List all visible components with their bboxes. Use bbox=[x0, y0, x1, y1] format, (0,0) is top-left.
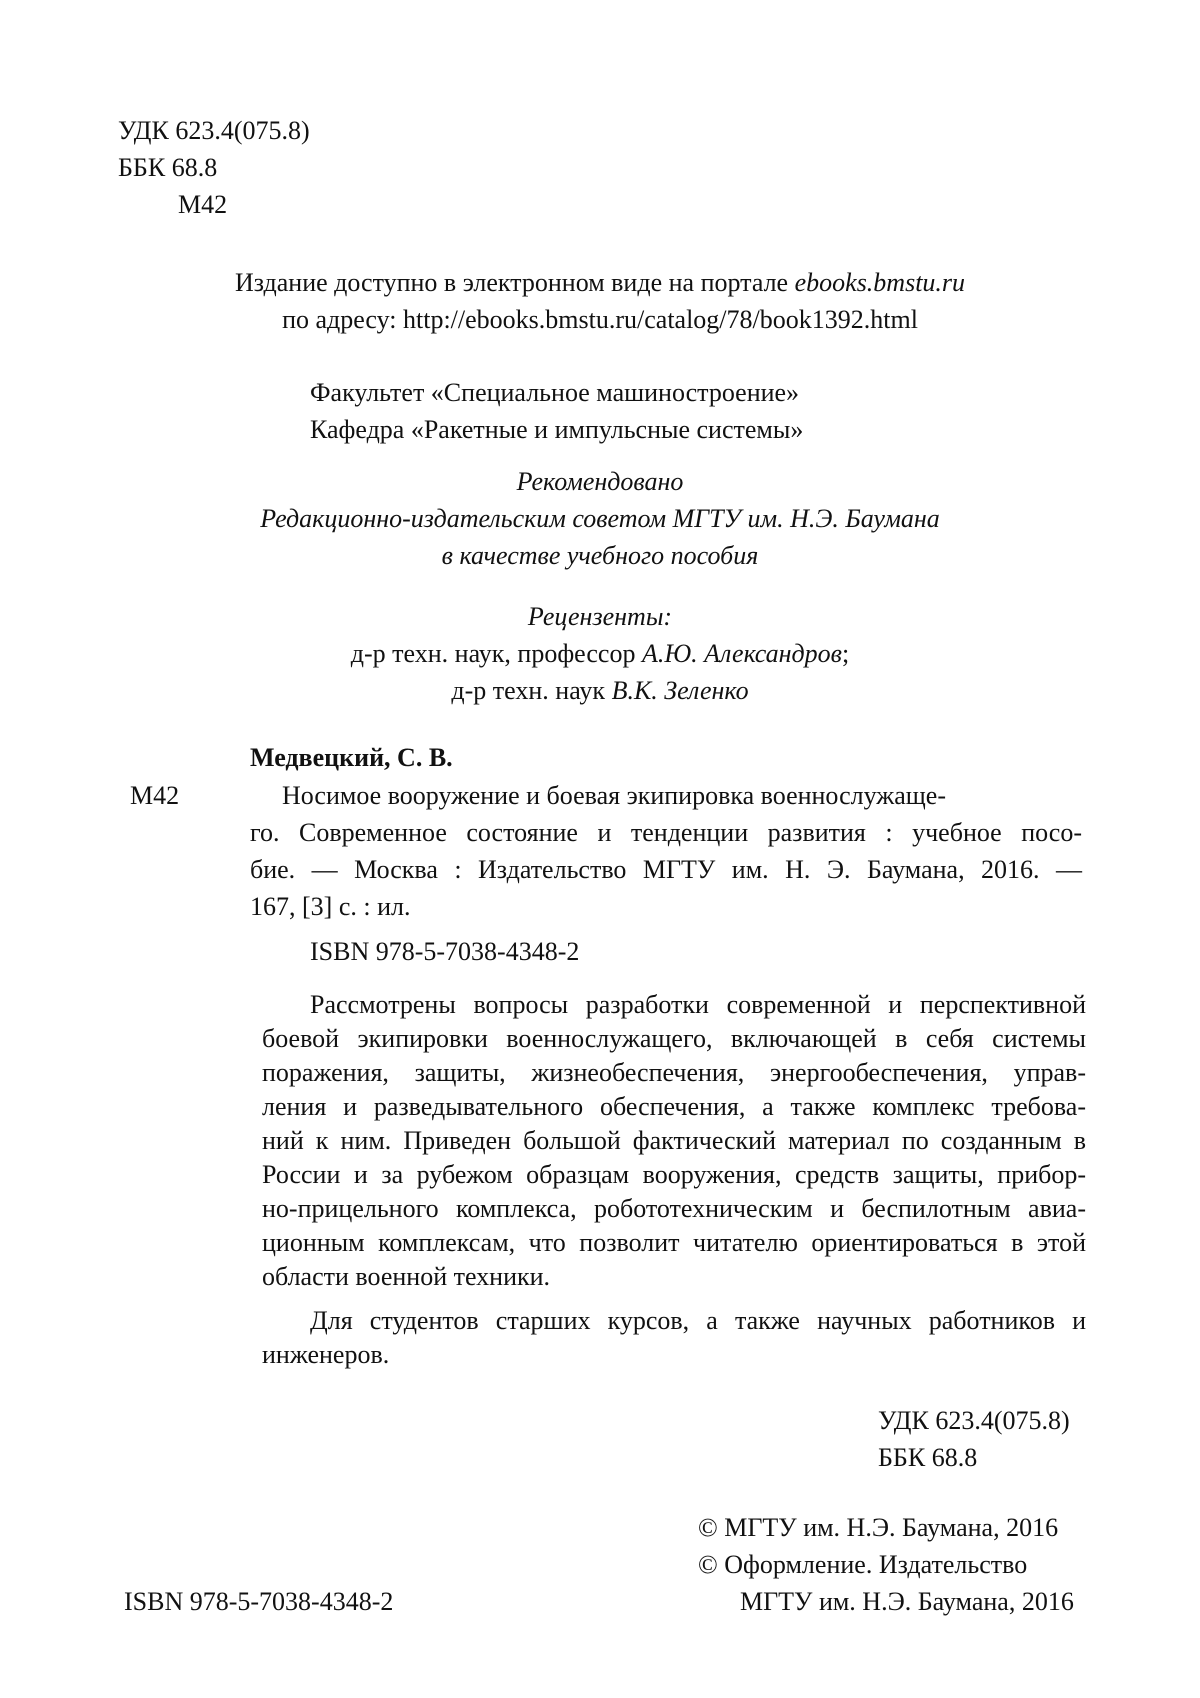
reviewer-1-sep: ; bbox=[841, 639, 850, 668]
bib-line-4: 167, [3] с. : ил. bbox=[250, 892, 411, 921]
bib-author-mark: М42 bbox=[130, 781, 180, 810]
recommendation-purpose: в качестве учебного пособия bbox=[441, 541, 759, 570]
bbk-code: ББК 68.8 bbox=[118, 153, 218, 182]
author-mark: М42 bbox=[178, 190, 228, 219]
portal-name: ebooks.bmstu.ru bbox=[794, 268, 966, 297]
online-notice-line-1 bbox=[0, 268, 1200, 298]
abstract-line: боевой экипировки военнослужащего, включающей в себя системы bbox=[262, 1024, 1086, 1053]
faculty-name: Факультет «Специальное машиностроение» bbox=[310, 378, 800, 407]
bib-line-1: Носимое вооружение и боевая экипировка военнослужаще- bbox=[282, 781, 946, 810]
footer-bbk-code: ББК 68.8 bbox=[878, 1443, 978, 1472]
copyright-line-3: МГТУ им. Н.Э. Баумана, 2016 bbox=[740, 1587, 1074, 1616]
reviewer-2 bbox=[0, 676, 1200, 706]
bib-isbn: ISBN 978-5-7038-4348-2 bbox=[310, 937, 580, 966]
reviewer-2-name: В.К. Зеленко bbox=[611, 676, 749, 705]
footer-udk-code: УДК 623.4(075.8) bbox=[878, 1406, 1070, 1435]
reviewer-2-title: д-р техн. наук bbox=[451, 676, 612, 705]
bib-line-2: го. Современное состояние и тенденции развития : учебное посо- bbox=[250, 818, 1082, 847]
footer-isbn: ISBN 978-5-7038-4348-2 bbox=[124, 1587, 394, 1616]
recommendation-council: Редакционно-издательским советом МГТУ им. Н.Э. Баумана bbox=[260, 504, 940, 533]
abstract-line: области военной техники. bbox=[262, 1262, 551, 1291]
abstract-line: Рассмотрены вопросы разработки современной и перспективной bbox=[310, 990, 1086, 1019]
copyright-line-2: © Оформление. Издательство bbox=[698, 1550, 1028, 1579]
reviewers-heading: Рецензенты: bbox=[527, 602, 673, 631]
reviewer-1 bbox=[0, 639, 1200, 669]
abstract-line: ления и разведывательного обеспечения, а также комплекс требова- bbox=[262, 1092, 1086, 1121]
recommendation-heading: Рекомендовано bbox=[516, 467, 684, 496]
abstract-line: ний к ним. Приведен большой фактический материал по созданным в bbox=[262, 1126, 1086, 1155]
udk-code: УДК 623.4(075.8) bbox=[118, 116, 310, 145]
audience-line: инженеров. bbox=[262, 1340, 390, 1369]
bib-line-3: бие. — Москва : Издательство МГТУ им. Н. Э. Баумана, 2016. — bbox=[250, 855, 1082, 884]
online-notice-url: по адресу: http://ebooks.bmstu.ru/catalog/78/book1392.html bbox=[282, 305, 918, 334]
abstract-line: России и за рубежом образцам вооружения, средств защиты, прибор- bbox=[262, 1160, 1086, 1189]
abstract-line: ционным комплексам, что позволит читателю ориентироваться в этой bbox=[262, 1228, 1086, 1257]
reviewer-1-name: А.Ю. Александров bbox=[641, 639, 842, 668]
book-author: Медвецкий, С. В. bbox=[250, 743, 453, 772]
abstract-line: поражения, защиты, жизнеобеспечения, энергообеспечения, управ- bbox=[262, 1058, 1086, 1087]
chair-name: Кафедра «Ракетные и импульсные системы» bbox=[310, 415, 804, 444]
online-notice-prefix: Издание доступно в электронном виде на портале bbox=[234, 268, 795, 297]
audience-line: Для студентов старших курсов, а также научных работников и bbox=[310, 1306, 1086, 1335]
abstract-line: но-прицельного комплекса, робототехническим и беспилотным авиа- bbox=[262, 1194, 1086, 1223]
reviewer-1-title: д-р техн. наук, профессор bbox=[350, 639, 642, 668]
copyright-line-1: © МГТУ им. Н.Э. Баумана, 2016 bbox=[698, 1513, 1059, 1542]
